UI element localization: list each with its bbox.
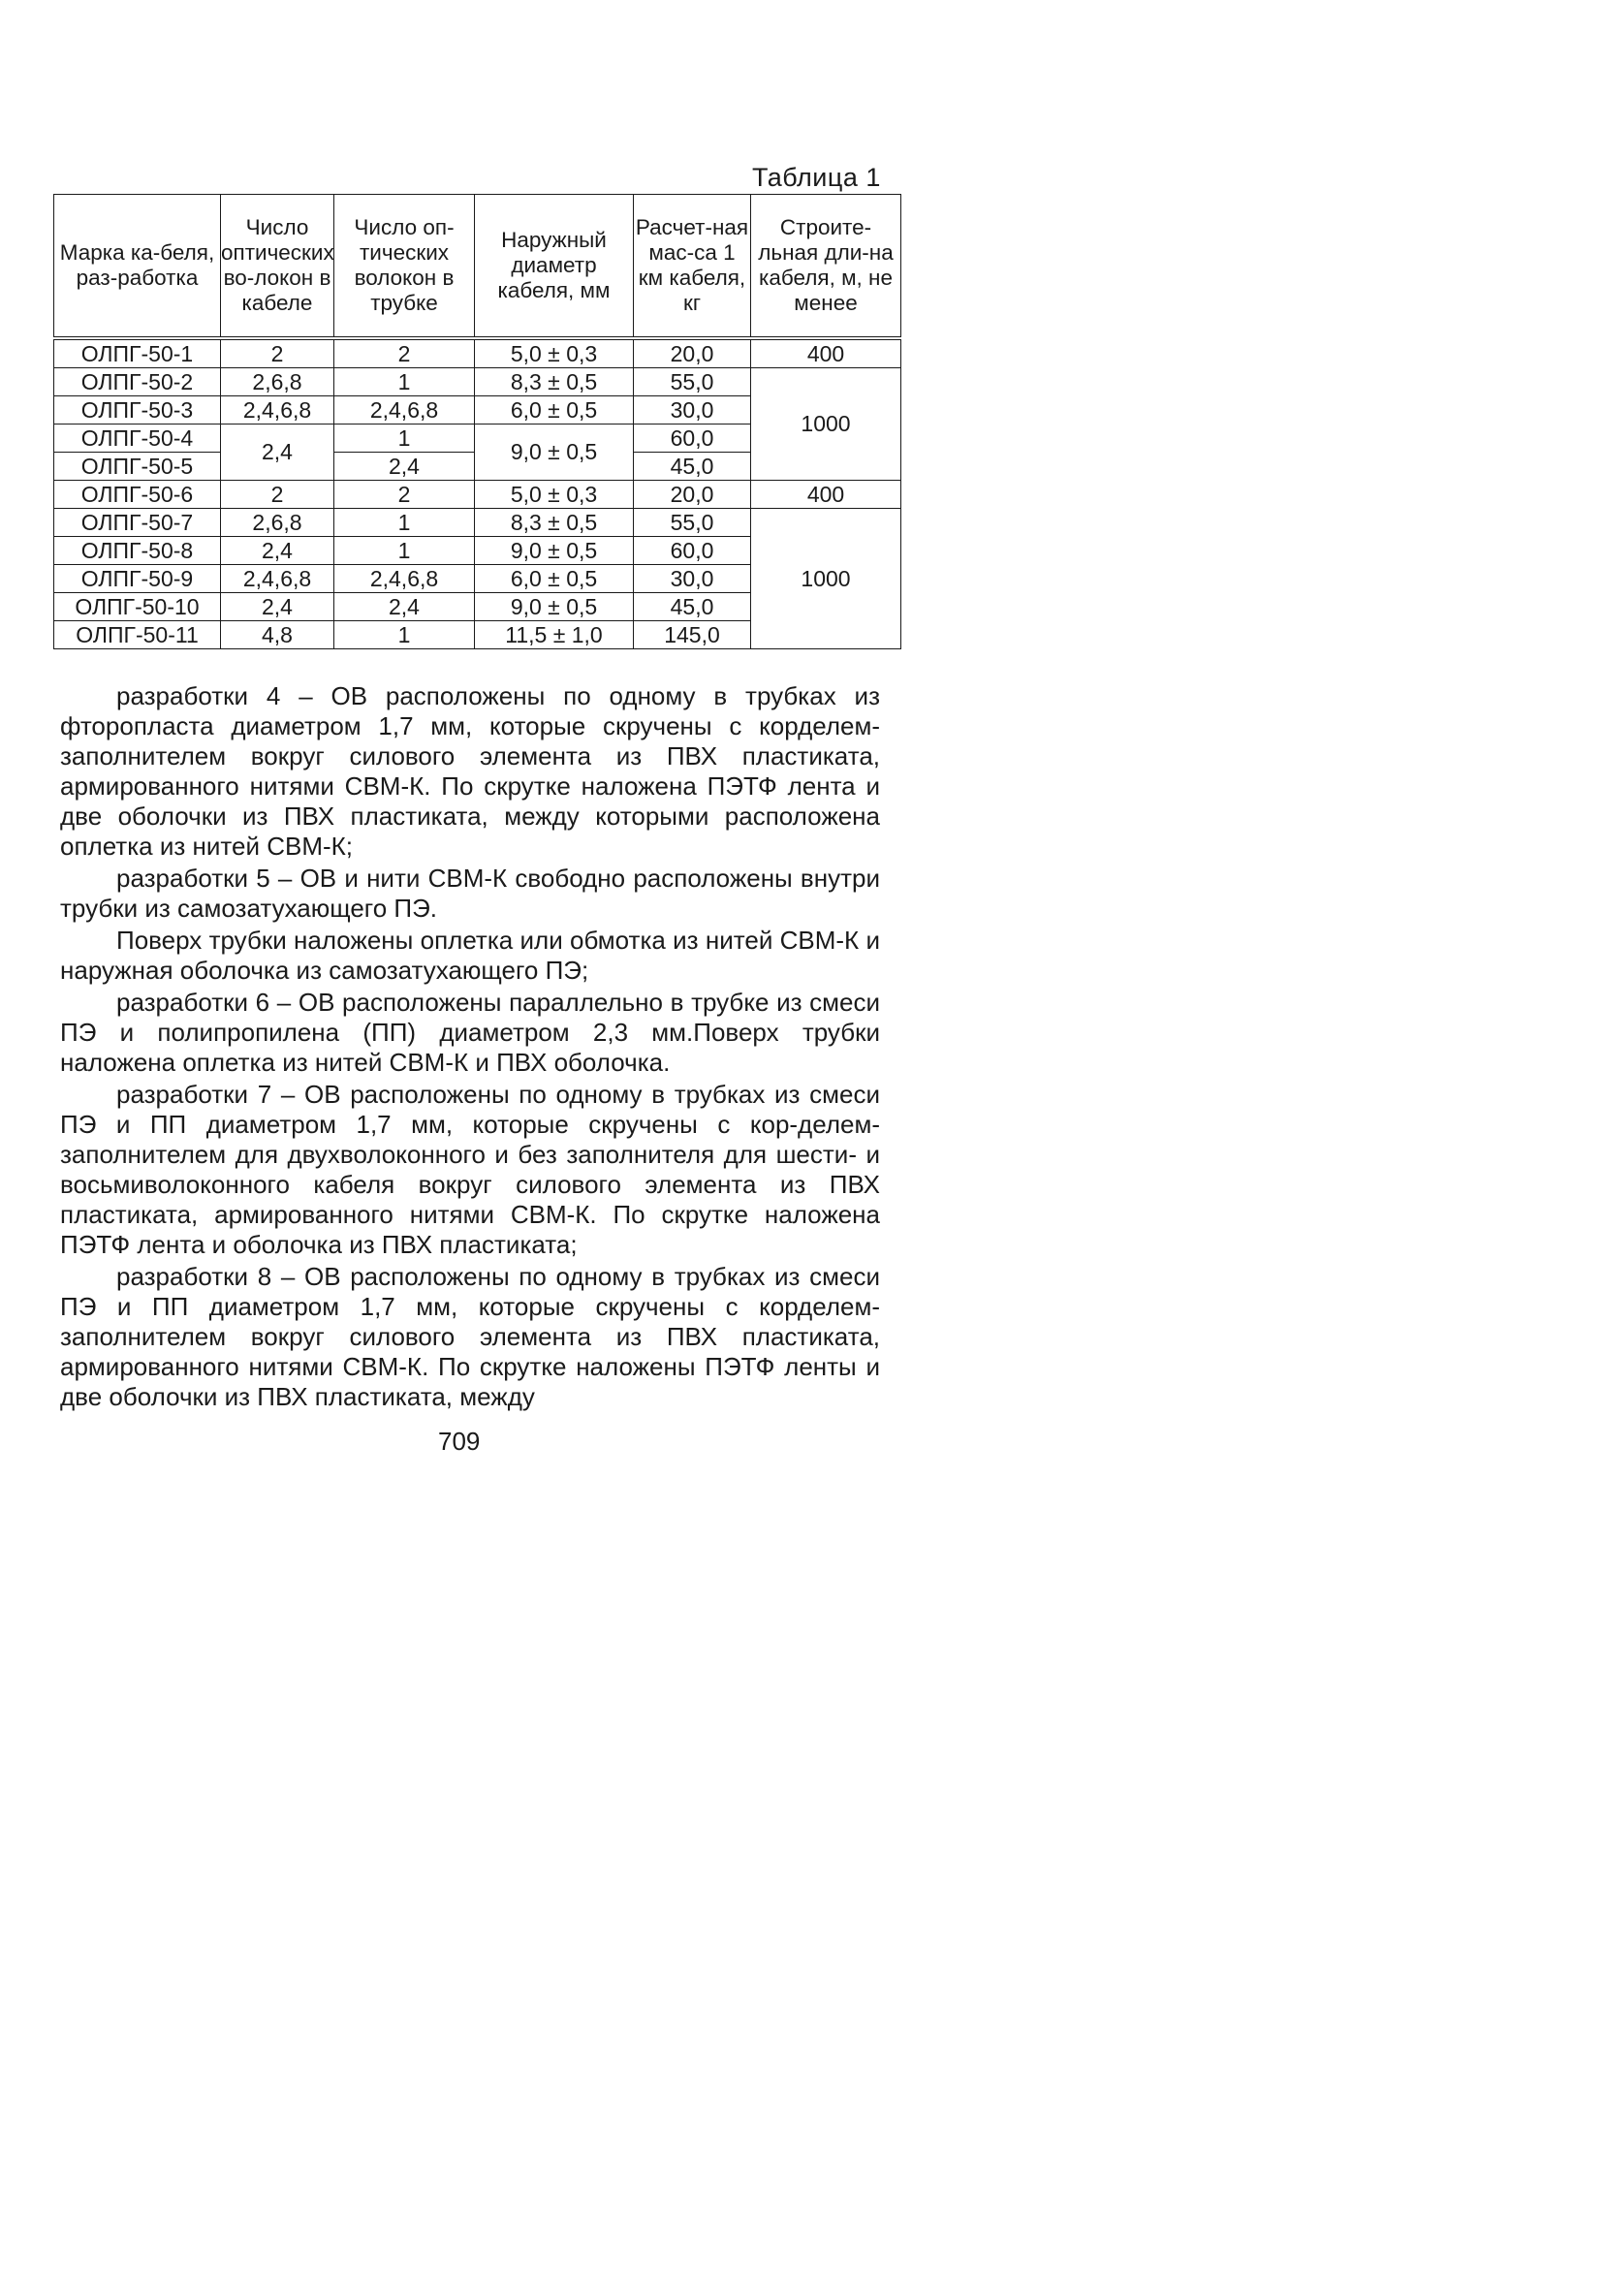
header-mass-per-km: Расчет-ная мас-са 1 км кабеля, кг	[634, 195, 751, 339]
cable-spec-table	[53, 194, 901, 649]
cell-length: 400	[751, 338, 901, 368]
cell-mark: ОЛПГ-50-11	[54, 621, 221, 649]
cell-diameter: 9,0 ± 0,5	[475, 593, 634, 621]
table-caption: Таблица 1	[752, 163, 881, 192]
cell-fibers-tube: 1	[334, 537, 475, 565]
table-row	[54, 481, 901, 509]
cell-mark: ОЛПГ-50-10	[54, 593, 221, 621]
cell-diameter: 11,5 ± 1,0	[475, 621, 634, 649]
header-cable-mark: Марка ка-беля, раз-работка	[54, 195, 221, 339]
cell-mark: ОЛПГ-50-4	[54, 425, 221, 453]
cell-mark: ОЛПГ-50-9	[54, 565, 221, 593]
cell-fibers-tube: 1	[334, 621, 475, 649]
cell-mass: 60,0	[634, 537, 751, 565]
cell-fibers-cable: 4,8	[221, 621, 334, 649]
cell-fibers-tube: 2,4,6,8	[334, 396, 475, 425]
cell-mass: 20,0	[634, 338, 751, 368]
cell-fibers-tube: 2,4	[334, 593, 475, 621]
cell-fibers-cable: 2,4,6,8	[221, 396, 334, 425]
body-text	[60, 681, 880, 1412]
paragraph-development-4: разработки 4 – ОВ расположены по одному в трубках из фторопласта диаметром 1,7 мм, которые скручены с корделем-заполнителем вокруг силового элемента из ПВХ пластиката, армированного нитями СВМ-К. По скрутке наложена ПЭТФ лента и две оболочки из ПВХ пластиката, между которыми расположена оплетка из нитей СВМ-К;	[60, 681, 880, 861]
cell-diameter: 9,0 ± 0,5	[475, 425, 634, 481]
cell-mass: 55,0	[634, 368, 751, 396]
paragraph-development-7: разработки 7 – ОВ расположены по одному в трубках из смеси ПЭ и ПП диаметром 1,7 мм, которые скручены с кор-делем-заполнителем для двухволоконного и без заполнителя для шести- и восьмиволоконного кабеля вокруг силового элемента из ПВХ пластиката, армированного нитями СВМ-К. По скрутке наложена ПЭТФ лента и оболочка из ПВХ пластиката;	[60, 1080, 880, 1259]
header-construction-length: Строите-льная дли-на кабеля, м, не менее	[751, 195, 901, 339]
page-number: 709	[438, 1427, 481, 1456]
cell-diameter: 6,0 ± 0,5	[475, 565, 634, 593]
cell-fibers-cable: 2	[221, 338, 334, 368]
cell-diameter: 6,0 ± 0,5	[475, 396, 634, 425]
cell-diameter: 5,0 ± 0,3	[475, 481, 634, 509]
cell-mark: ОЛПГ-50-5	[54, 453, 221, 481]
cell-mark: ОЛПГ-50-8	[54, 537, 221, 565]
cell-diameter: 5,0 ± 0,3	[475, 338, 634, 368]
cell-diameter: 8,3 ± 0,5	[475, 368, 634, 396]
table-header-row	[54, 195, 901, 339]
cell-fibers-cable: 2	[221, 481, 334, 509]
header-fibers-in-cable: Число оптических во-локон в кабеле	[221, 195, 334, 339]
cell-fibers-tube: 1	[334, 368, 475, 396]
cell-fibers-tube: 1	[334, 425, 475, 453]
cell-fibers-tube: 2,4,6,8	[334, 565, 475, 593]
cell-fibers-cable: 2,4	[221, 537, 334, 565]
cell-mark: ОЛПГ-50-2	[54, 368, 221, 396]
cell-mass: 20,0	[634, 481, 751, 509]
cell-mark: ОЛПГ-50-3	[54, 396, 221, 425]
cell-diameter: 9,0 ± 0,5	[475, 537, 634, 565]
cell-fibers-cable: 2,6,8	[221, 368, 334, 396]
cell-mass: 145,0	[634, 621, 751, 649]
cell-fibers-tube: 1	[334, 509, 475, 537]
cell-fibers-cable: 2,4	[221, 593, 334, 621]
table-row	[54, 509, 901, 537]
cell-mark: ОЛПГ-50-7	[54, 509, 221, 537]
cell-mass: 30,0	[634, 565, 751, 593]
cell-mass: 45,0	[634, 593, 751, 621]
cell-fibers-cable: 2,6,8	[221, 509, 334, 537]
cell-fibers-tube: 2	[334, 481, 475, 509]
table-row	[54, 338, 901, 368]
paragraph-sheath-note: Поверх трубки наложены оплетка или обмотка из нитей СВМ-К и наружная оболочка из самозатухающего ПЭ;	[60, 926, 880, 985]
paragraph-development-8: разработки 8 – ОВ расположены по одному в трубках из смеси ПЭ и ПП диаметром 1,7 мм, которые скручены с корделем-заполнителем вокруг силового элемента из ПВХ пластиката, армированного нитями СВМ-К. По скрутке наложены ПЭТФ ленты и две оболочки из ПВХ пластиката, между	[60, 1262, 880, 1411]
table-row	[54, 368, 901, 396]
paragraph-development-6: разработки 6 – ОВ расположены параллельно в трубке из смеси ПЭ и полипропилена (ПП) диаметром 2,3 мм.Поверх трубки наложена оплетка из нитей СВМ-К и ПВХ оболочка.	[60, 988, 880, 1077]
cell-length: 1000	[751, 368, 901, 481]
cell-fibers-cable: 2,4	[221, 425, 334, 481]
cell-length: 400	[751, 481, 901, 509]
cell-mark: ОЛПГ-50-6	[54, 481, 221, 509]
header-outer-diameter: Наружный диаметр кабеля, мм	[475, 195, 634, 339]
cell-mass: 45,0	[634, 453, 751, 481]
paragraph-development-5: разработки 5 – ОВ и нити СВМ-К свободно расположены внутри трубки из самозатухающего ПЭ.	[60, 864, 880, 923]
cell-length: 1000	[751, 509, 901, 649]
header-fibers-in-tube: Число оп-тических волокон в трубке	[334, 195, 475, 339]
cell-fibers-tube: 2	[334, 338, 475, 368]
cell-mass: 30,0	[634, 396, 751, 425]
cell-diameter: 8,3 ± 0,5	[475, 509, 634, 537]
cell-mark: ОЛПГ-50-1	[54, 338, 221, 368]
cell-mass: 55,0	[634, 509, 751, 537]
cell-mass: 60,0	[634, 425, 751, 453]
cell-fibers-cable: 2,4,6,8	[221, 565, 334, 593]
cell-fibers-tube: 2,4	[334, 453, 475, 481]
